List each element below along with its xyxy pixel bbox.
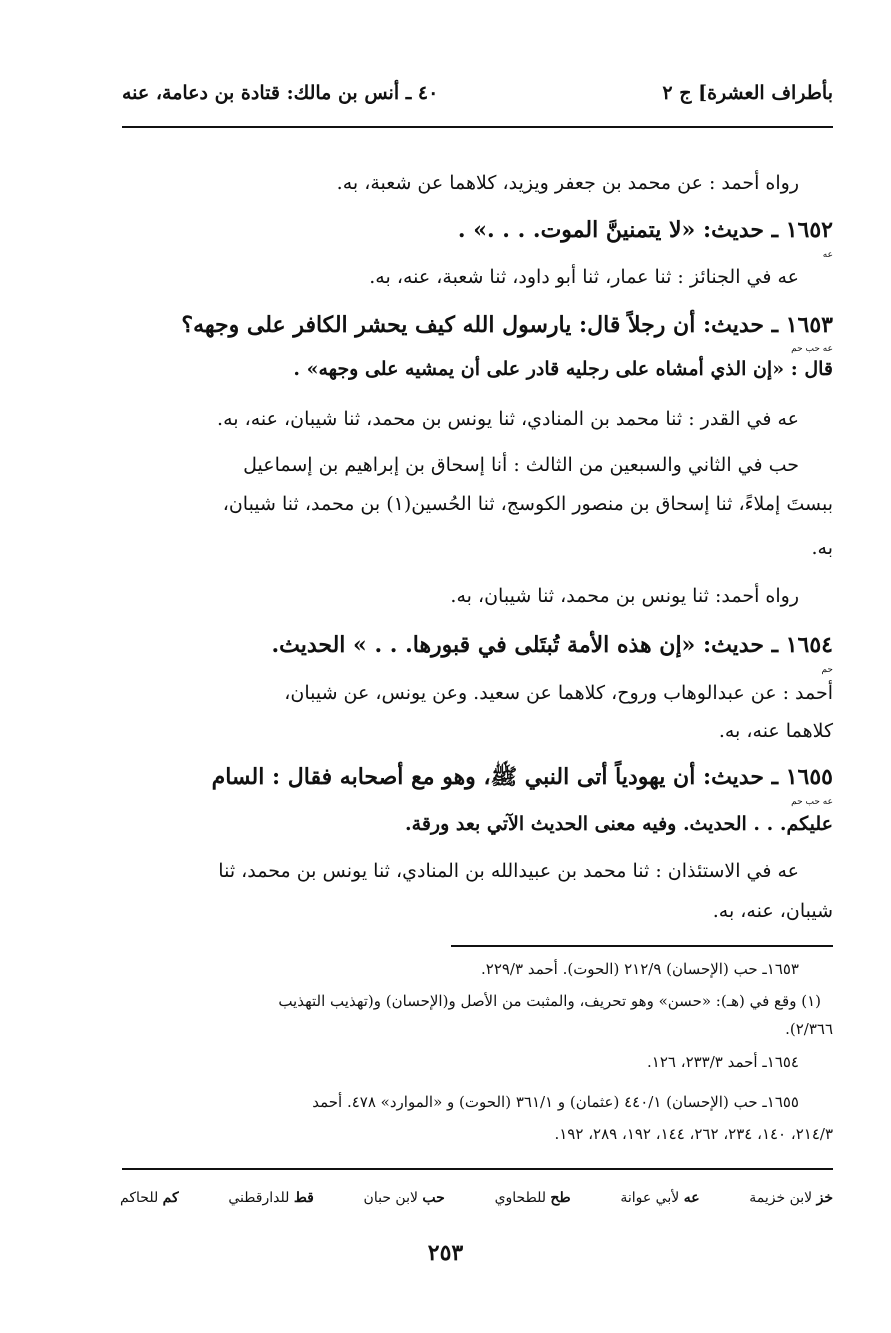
text-line: عليكم. . . الحديث. وفيه معنى الحديث الآتي بعد ورقة. [405,813,833,835]
abbreviation-item: عه لأبي عوانة [620,1190,700,1206]
text-line: ببستَ إملاءً، ثنا إسحاق بن منصور الكوسج، ثنا الحُسين(١) بن محمد، ثنا شيبان، [222,493,833,515]
running-header-chapter: ٤٠ ـ أنس بن مالك: قتادة بن دعامة، عنه [122,82,439,104]
text-line: به. [811,537,833,559]
footnote-divider [451,945,833,947]
hadith-1655-heading: ١٦٥٥ ـ حديث: أن يهودياً أتى النبي ﷺ، وهو مع أصحابه فقال : السام [211,764,833,790]
footnote-line: ٢١٤/٣، ١٤٠، ٢٣٤، ٢٦٢، ١٤٤، ١٩٢، ٢٨٩، ١٩٢. [554,1125,833,1143]
text-line: عه في القدر : ثنا محمد بن المنادي، ثنا يونس بن محمد، ثنا شيبان، عنه، به. [217,408,799,430]
footnote-line: ١٦٥٣ـ حب (الإحسان) ٢١٢/٩ (الحوت). أحمد ٢٢٩/٣. [480,960,799,978]
text-line: عه في الجنائز : ثنا عمار، ثنا أبو داود، ثنا شعبة، عنه، به. [369,266,799,288]
footnote-line: ١٦٥٤ـ أحمد ٢٣٣/٣، ١٢٦. [647,1053,799,1071]
abbreviation-item: قط للدارقطني [228,1190,314,1206]
text-line: حب في الثاني والسبعين من الثالث : أنا إسحاق بن إبراهيم بن إسماعيل [243,454,799,476]
text-line: كلاهما عنه، به. [718,720,833,742]
text-line: رواه أحمد: ثنا يونس بن محمد، ثنا شيبان، به. [450,585,799,607]
abbreviation-item: خز لابن خزيمة [749,1190,833,1206]
text-line: شيبان، عنه، به. [712,900,833,922]
abbreviation-item: طح للطحاوي [494,1190,571,1206]
abbreviation-key [120,1190,833,1206]
text-line: أحمد : عن عبدالوهاب وروح، كلاهما عن سعيد. وعن يونس، عن شيبان، [284,682,833,704]
hadith-1653-heading: ١٦٥٣ ـ حديث: أن رجلاً قال: يارسول الله كيف يحشر الكافر على وجهه؟ [181,312,833,338]
text-line: رواه أحمد : عن محمد بن جعفر ويزيد، كلاهما عن شعبة، به. [336,172,799,194]
abbreviation-item: كم للحاكم [120,1190,179,1206]
source-marks-1653: عه حب حم [791,344,833,354]
footnote-line: (١) وقع في (هـ): «حسن» وهو تحريف، والمثبت من الأصل و(الإحسان) و(تهذيب التهذيب [278,992,821,1010]
text-line: عه في الاستئذان : ثنا محمد بن عبيدالله بن المنادي، ثنا يونس بن محمد، ثنا [218,860,799,882]
header-divider [122,126,833,128]
running-header-book-title: بأطراف العشرة] ج ٢ [662,82,833,104]
footnote-line: ٢/٣٦٦). [785,1020,833,1038]
source-marks-1652: عه [822,250,833,260]
source-marks-1655: عه حب حم [791,797,833,807]
text-line: قال : «إن الذي أمشاه على رجليه قادر على أن يمشيه على وجهه» . [293,358,833,380]
hadith-1654-heading: ١٦٥٤ ـ حديث: «إن هذه الأمة تُبتَلى في قبورها. . . » الحديث. [271,632,833,658]
source-marks-1654: حم [821,665,833,675]
hadith-1652-heading: ١٦٥٢ ـ حديث: «لا يتمنينَّ الموت. . . .» . [457,217,833,243]
page-number: ٢٥٣ [427,1240,464,1266]
abbreviation-divider [122,1168,833,1170]
abbreviation-item: حب لابن حبان [363,1190,445,1206]
footnote-line: ١٦٥٥ـ حب (الإحسان) ٤٤٠/١ (عثمان) و ٣٦١/١ (الحوت) و «الموارد» ٤٧٨. أحمد [312,1093,799,1111]
